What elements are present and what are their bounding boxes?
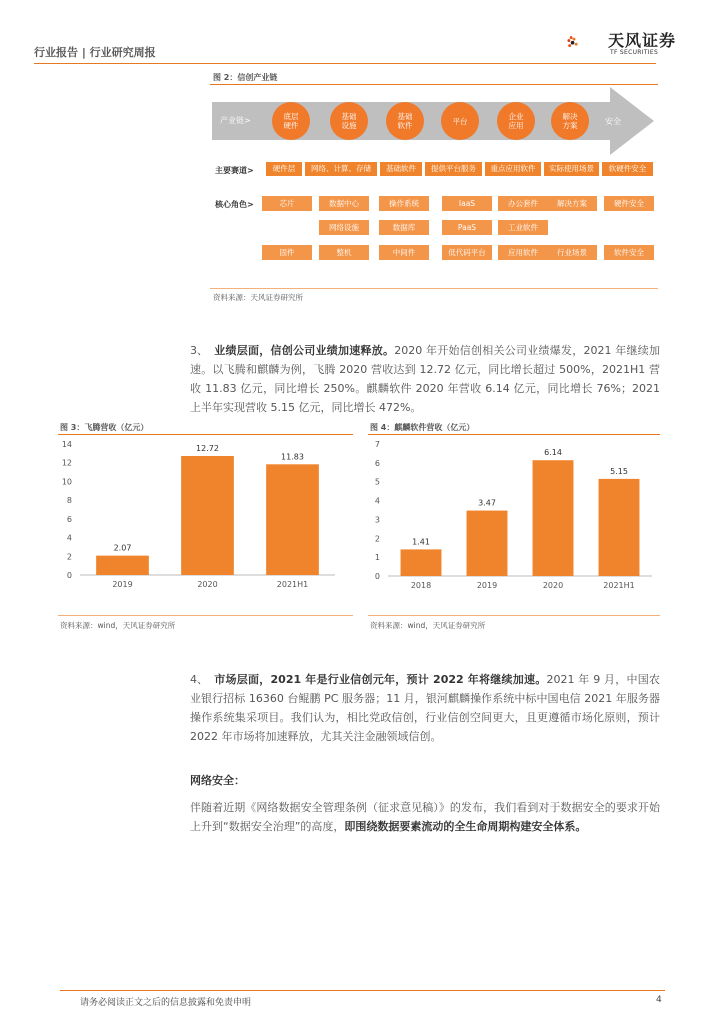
x-tick-label: 2018 xyxy=(410,581,432,590)
track-chip: 硬件层 xyxy=(266,162,302,176)
chain-node: 平台 xyxy=(441,102,479,140)
role-chip: PaaS xyxy=(442,220,492,235)
footer-disclaimer: 请务必阅读正文之后的信息披露和免责申明 xyxy=(80,998,252,1008)
brand-logo xyxy=(566,22,606,62)
data-label: 6.14 xyxy=(544,448,562,458)
data-label: 2.07 xyxy=(113,543,132,553)
data-label: 11.83 xyxy=(281,452,304,462)
y-tick-label: 0 xyxy=(374,572,380,581)
x-tick-label: 2021H1 xyxy=(603,581,635,590)
y-tick-label: 6 xyxy=(374,458,380,468)
y-tick-label: 10 xyxy=(61,477,72,487)
role-label: 核心角色> xyxy=(215,200,254,209)
figure3-source: 资料来源：wind，天风证券研究所 xyxy=(60,621,176,630)
chain-node: 基础 软件 xyxy=(386,102,424,140)
para4-text: 2021 年 9 月，中国农业银行招标 16360 台鲲鹏 PC 服务器；11 月，银河麒麟操作系统中标中国电信 2021 年服务器操作系统集采项目。我们认为，相比党政信创，行业信创空间更大，且更遵循市场化原则，预计 2022 年市场将加速释放，尤其关注金融领域信创。 xyxy=(190,673,661,743)
header-rule xyxy=(34,63,656,64)
role-chip: 办公套件 xyxy=(498,196,548,211)
figure2-source: 资料来源：天风证券研究所 xyxy=(213,293,303,302)
y-tick-label: 14 xyxy=(61,440,72,449)
chain-end: 安全 xyxy=(605,117,621,126)
figure3-title: 图 3：飞腾营收（亿元） xyxy=(60,423,149,432)
role-chip: 软件安全 xyxy=(604,245,654,260)
role-chip: 芯片 xyxy=(262,196,312,211)
bar xyxy=(266,464,319,575)
para4-num: 4、 xyxy=(190,673,208,686)
role-chip: 解决方案 xyxy=(547,196,597,211)
chain-node: 企业 应用 xyxy=(497,102,535,140)
figure4-title: 图 4：麒麟软件营收（亿元） xyxy=(370,423,475,432)
track-chip: 实际使用场景 xyxy=(544,162,599,176)
y-tick-label: 8 xyxy=(66,496,72,506)
bar xyxy=(533,460,574,576)
chain-node: 解决 方案 xyxy=(551,102,589,140)
paragraph-market xyxy=(190,670,660,746)
paragraph-network xyxy=(190,798,660,836)
network-text: 伴随着近期《网络数据安全管理条例（征求意见稿）》的发布，我们看到对于数据安全的要求开始上升到“数据安全治理”的高度， xyxy=(190,801,660,833)
network-bold: 即围绕数据要素流动的全生命周期构建安全体系。 xyxy=(344,820,587,833)
footer-rule xyxy=(60,990,665,991)
role-chip: 中间件 xyxy=(379,245,429,260)
role-chip: IaaS xyxy=(442,196,492,211)
bar xyxy=(181,456,234,575)
y-tick-label: 12 xyxy=(61,458,72,468)
para3-bold: 业绩层面，信创公司业绩加速释放。 xyxy=(214,344,395,357)
brand-sub: TF SECURITIES xyxy=(610,49,659,56)
x-tick-label: 2020 xyxy=(197,580,218,589)
y-tick-label: 7 xyxy=(374,440,380,449)
x-tick-label: 2020 xyxy=(542,581,564,590)
role-chip: 网络设施 xyxy=(319,220,369,235)
data-label: 1.41 xyxy=(412,537,430,547)
bar xyxy=(96,556,149,575)
x-tick-label: 2019 xyxy=(112,580,133,589)
figure4-bottom-rule xyxy=(368,615,660,616)
data-label: 5.15 xyxy=(610,466,628,476)
figure4-rule xyxy=(368,434,660,435)
track-chip: 软硬件安全 xyxy=(602,162,653,176)
bar xyxy=(467,511,508,576)
figure3-rule xyxy=(58,434,353,435)
para3-text: 2020 年开始信创相关公司业绩爆发，2021 年继续加速。以飞腾和麒麟为例，飞腾 2020 营收达到 12.72 亿元，同比增长超过 500%，2021H1 营收 11.83 亿元，同比增长 250%。麒麟软件 2020 年营收 6.14 亿元，同比增长 76%；2021 上半年实现营收 5.15 亿元，同比增长 472%。 xyxy=(190,344,661,414)
role-chip: 数据库 xyxy=(379,220,429,235)
y-tick-label: 0 xyxy=(66,571,72,580)
figure4-chart xyxy=(368,436,660,596)
y-tick-label: 3 xyxy=(374,515,380,525)
network-heading: 网络安全： xyxy=(190,774,245,787)
track-chip: 提供平台服务 xyxy=(425,162,482,176)
main-label: 主要赛道> xyxy=(215,166,254,175)
role-chip: 应用软件 xyxy=(498,245,548,260)
para3-num: 3、 xyxy=(190,344,208,357)
paragraph-performance xyxy=(190,341,660,417)
figure3-chart xyxy=(58,436,353,596)
track-chip: 基础软件 xyxy=(380,162,422,176)
role-chip: 低代码平台 xyxy=(442,245,492,260)
figure2-bottom-rule xyxy=(210,288,658,289)
page-number: 4 xyxy=(656,995,662,1005)
brand-name: 天风证券 xyxy=(608,31,677,50)
bar xyxy=(401,549,442,576)
y-tick-label: 2 xyxy=(374,534,380,544)
chain-node: 底层 硬件 xyxy=(272,102,310,140)
y-tick-label: 4 xyxy=(66,533,72,543)
figure2-diagram xyxy=(210,84,660,284)
report-type: 行业报告 | 行业研究周报 xyxy=(34,46,156,59)
data-label: 12.72 xyxy=(196,443,219,453)
track-chip: 网络、计算、存储 xyxy=(305,162,377,176)
role-chip: 操作系统 xyxy=(379,196,429,211)
y-tick-label: 5 xyxy=(374,477,380,487)
role-chip: 整机 xyxy=(319,245,369,260)
y-tick-label: 6 xyxy=(66,514,72,524)
role-chip: 固件 xyxy=(262,245,312,260)
y-tick-label: 4 xyxy=(374,496,380,506)
bar xyxy=(599,479,640,576)
data-label: 3.47 xyxy=(478,498,496,508)
chain-label: 产业链> xyxy=(220,116,251,125)
para4-bold: 市场层面，2021 年是行业信创元年，预计 2022 年将继续加速。 xyxy=(214,673,547,686)
figure4-source: 资料来源：wind，天风证券研究所 xyxy=(370,621,486,630)
y-tick-label: 2 xyxy=(66,552,72,562)
y-tick-label: 1 xyxy=(374,553,380,563)
x-tick-label: 2019 xyxy=(476,581,498,590)
role-chip: 工业软件 xyxy=(498,220,548,235)
figure3-bottom-rule xyxy=(58,615,353,616)
x-tick-label: 2021H1 xyxy=(276,580,309,589)
role-chip: 行业场景 xyxy=(547,245,597,260)
role-chip: 硬件安全 xyxy=(604,196,654,211)
role-chip: 数据中心 xyxy=(319,196,369,211)
chain-node: 基础 设施 xyxy=(330,102,368,140)
figure2-title: 图 2：信创产业链 xyxy=(213,73,278,82)
track-chip: 重点应用软件 xyxy=(485,162,541,176)
